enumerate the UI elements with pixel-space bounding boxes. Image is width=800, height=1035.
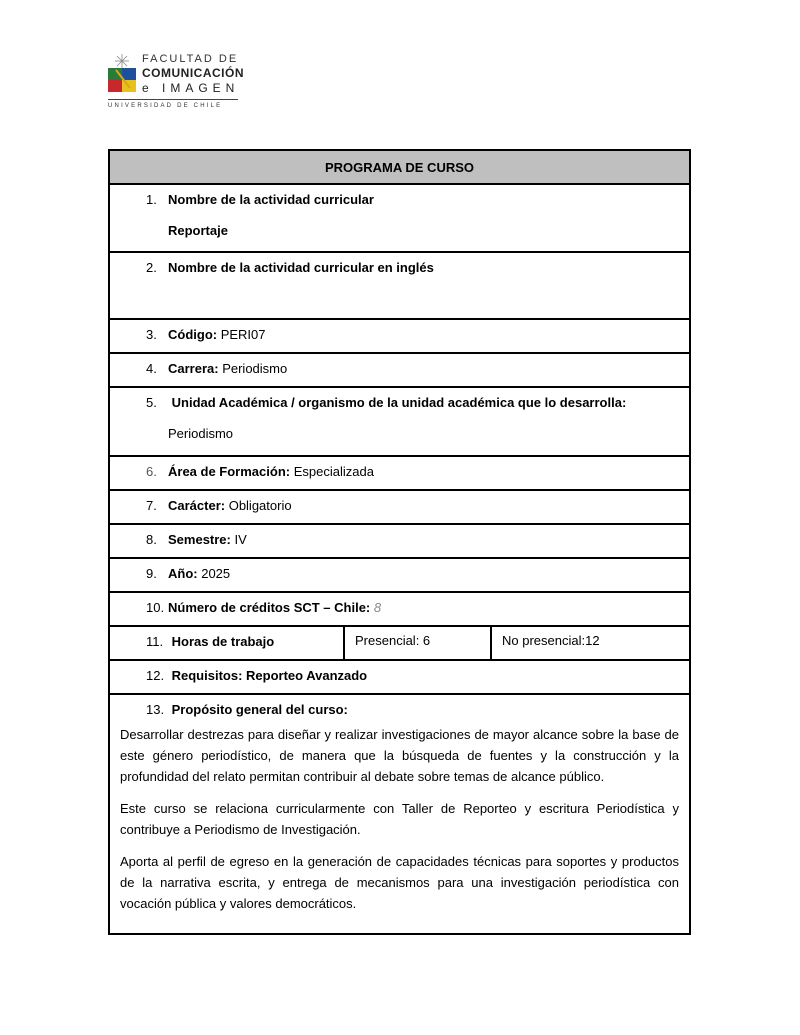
- purpose-paragraph: Este curso se relaciona curricularmente con Taller de Reporteo y escritura Periodística y contribuye a Periodismo de Investigación.: [120, 801, 679, 837]
- purpose-paragraph: Desarrollar destrezas para diseñar y realizar investigaciones de mayor alcance sobre la base de este género periodístico, de manera que la búsqueda de fuentes y la construcción y la profundidad del relato permitan contribuir al debate sobre temas de alcance público.: [120, 727, 679, 784]
- logo-divider: [108, 99, 238, 100]
- row-13: [109, 694, 690, 934]
- purpose-paragraph: Aporta al perfil de egreso en la generación de capacidades técnicas para soportes y productos de la narrativa escrita, y entrega de mecanismos para una investigación periodística con vocación pública y valores democráticos.: [120, 854, 679, 911]
- row-number: 2.: [146, 260, 157, 275]
- row-number: 7.: [146, 498, 157, 513]
- row-label: Nombre de la actividad curricular: [168, 192, 374, 207]
- row-value: Periodismo: [218, 361, 288, 376]
- row-number: 11.: [146, 634, 164, 649]
- row-number: 6.: [146, 464, 157, 479]
- row-number: 12.: [146, 668, 165, 683]
- row-label: Carrera:: [168, 361, 219, 376]
- purpose-text: [110, 718, 689, 933]
- row-value: Especializada: [290, 464, 374, 479]
- row-label: Número de créditos SCT – Chile:: [168, 600, 371, 615]
- row-value: IV: [230, 532, 247, 547]
- row-label: Horas de trabajo: [171, 634, 275, 649]
- table-title: PROGRAMA DE CURSO: [109, 150, 690, 184]
- row-2: [109, 252, 690, 319]
- row-1: [109, 184, 690, 252]
- row-number: 5.: [146, 395, 157, 410]
- row-label: Semestre:: [168, 532, 231, 547]
- row-label: Carácter:: [168, 498, 226, 513]
- logo-text-block: [142, 52, 244, 96]
- row-number: 8.: [146, 532, 157, 547]
- row-3: [109, 319, 690, 353]
- logo-text-faculty: FACULTAD DE: [142, 53, 239, 65]
- row-4: [109, 353, 690, 387]
- row-number: 4.: [146, 361, 157, 376]
- row-number: 10.: [146, 600, 165, 615]
- faculty-logo: [108, 40, 244, 120]
- row-6: [109, 456, 690, 490]
- row-label: Nombre de la actividad curricular en inglés: [168, 260, 434, 275]
- row-number: 3.: [146, 327, 157, 342]
- logo-text-university: UNIVERSIDAD DE CHILE: [108, 103, 223, 109]
- hours-presencial: [344, 626, 491, 660]
- row-number: 9.: [146, 566, 157, 581]
- row-number: 13.: [146, 702, 165, 717]
- row-value: 2025: [197, 566, 231, 581]
- row-7: [109, 490, 690, 524]
- row-value: No presencial:12: [502, 633, 600, 648]
- row-5: [109, 387, 690, 456]
- row-11: [109, 626, 344, 660]
- row-value: Reportaje: [168, 223, 228, 238]
- row-value: Periodismo: [168, 426, 234, 441]
- logo-text-comunicacion: COMUNICACIÓN: [142, 66, 244, 80]
- logo-text-imagen: e IMAGEN: [142, 81, 240, 95]
- row-value: Obligatorio: [225, 498, 292, 513]
- row-value: 8: [370, 600, 382, 615]
- row-label: Requisitos: Reporteo Avanzado: [171, 668, 368, 683]
- row-label: Año:: [168, 566, 198, 581]
- row-12: [109, 660, 690, 694]
- hours-no-presencial: [491, 626, 690, 660]
- row-number: 1.: [146, 192, 157, 207]
- university-crest-icon: [108, 54, 136, 92]
- row-value: PERI07: [217, 327, 266, 342]
- row-label: Área de Formación:: [168, 464, 291, 479]
- row-label: Unidad Académica / organismo de la unidad académica que lo desarrolla:: [171, 395, 627, 410]
- row-8: [109, 524, 690, 558]
- row-label: Código:: [168, 327, 218, 342]
- row-10: [109, 592, 690, 626]
- row-label: Propósito general del curso:: [171, 702, 348, 717]
- course-program-table: [108, 149, 691, 935]
- row-9: [109, 558, 690, 592]
- row-value: Presencial: 6: [355, 633, 431, 648]
